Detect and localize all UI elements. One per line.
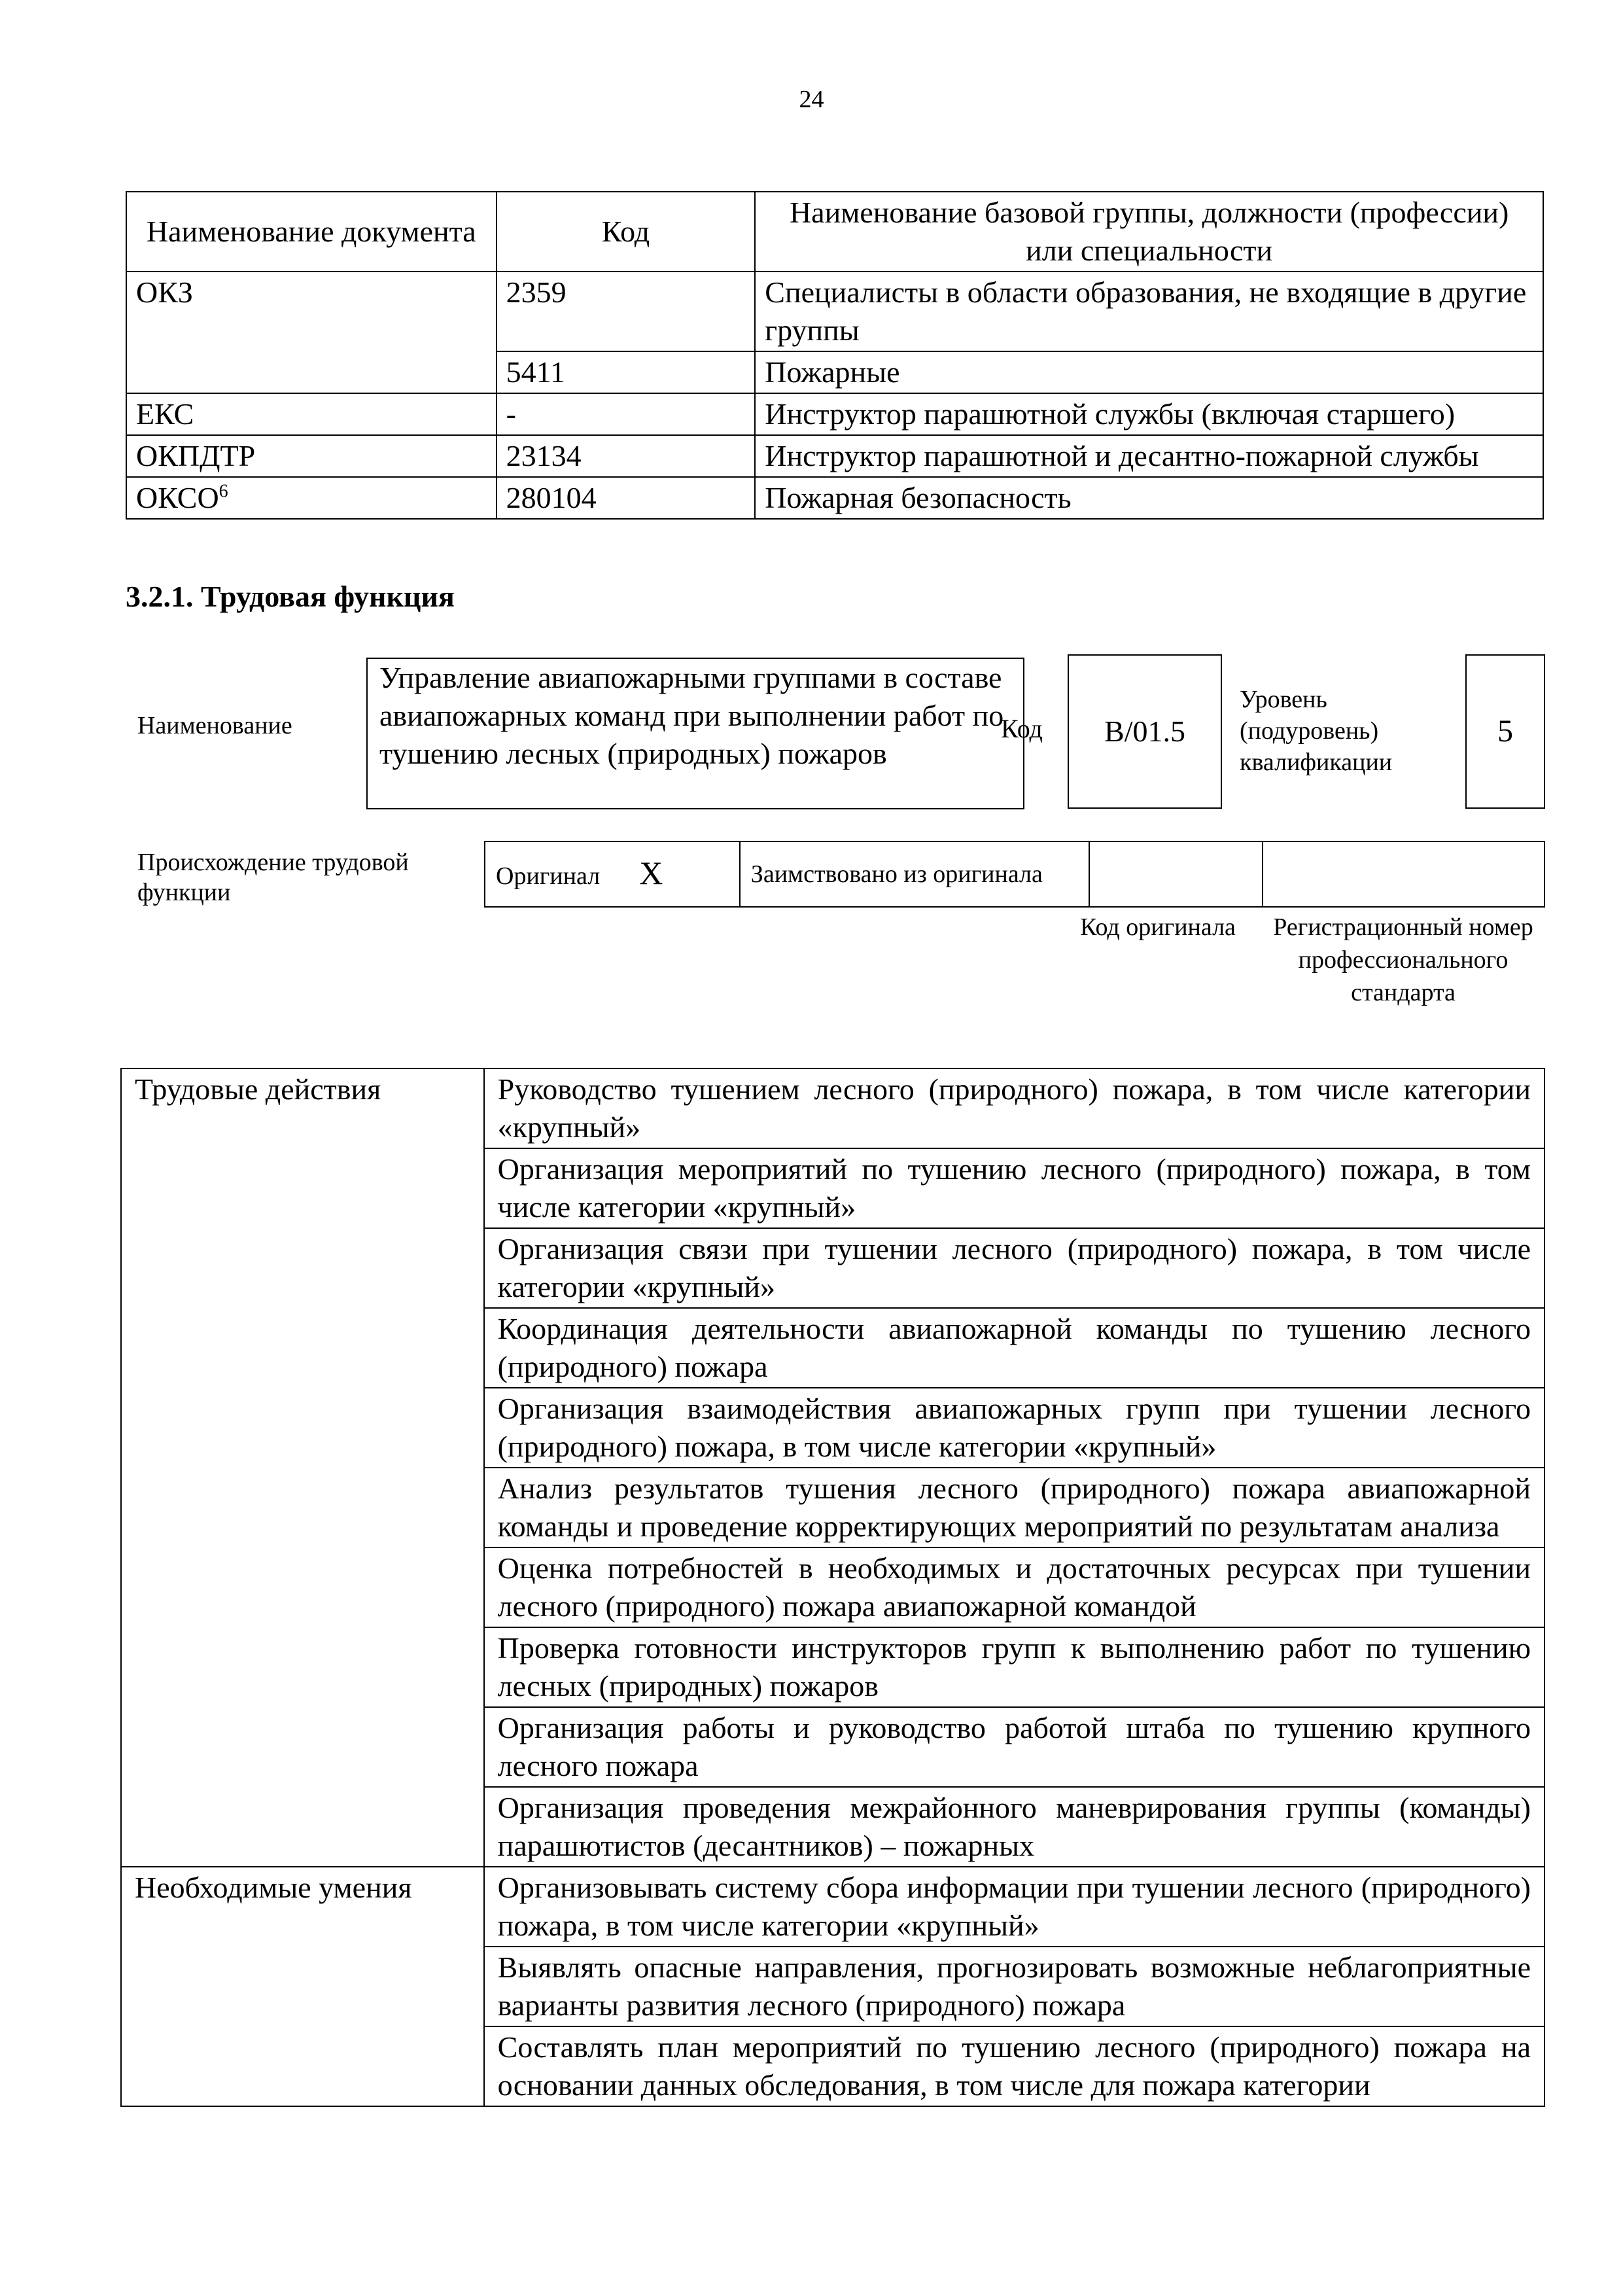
original-mark: X <box>639 854 663 891</box>
code-cell: 23134 <box>497 435 756 477</box>
footnote-mark: 6 <box>218 481 228 502</box>
header-group-name: Наименование базовой группы, должности (профессии) или специальности <box>755 192 1543 272</box>
labor-action-item: Организация связи при тушении лесного (природного) пожара, в том числе категории «крупный» <box>484 1228 1544 1308</box>
section-heading: 3.2.1. Трудовая функция <box>126 580 455 613</box>
table-row <box>126 272 1543 351</box>
table-row <box>126 477 1543 519</box>
doc-cell: ЕКС <box>126 393 497 435</box>
name-cell: Пожарные <box>755 351 1543 393</box>
qualification-level-label: Уровень (подуровень) квалификации <box>1240 686 1393 776</box>
function-code-label: Код <box>1001 714 1043 743</box>
borrowed-cell: Заимствовано из оригинала <box>740 841 1089 907</box>
doc-cell: ОКЗ <box>126 272 497 351</box>
name-cell: Специалисты в области образования, не входящие в другие группы <box>755 272 1543 351</box>
code-cell: 2359 <box>497 272 756 351</box>
page-number: 24 <box>799 86 824 113</box>
code-cell: - <box>497 393 756 435</box>
header-doc-name: Наименование документа <box>126 192 497 272</box>
name-cell: Инструктор парашютной службы (включая старшего) <box>755 393 1543 435</box>
labor-action-item: Проверка готовности инструкторов групп к выполнению работ по тушению лесных (природных) пожаров <box>484 1627 1544 1707</box>
skill-item: Организовывать систему сбора информации при тушении лесного (природного) пожара, в том числе категории «крупный» <box>484 1867 1544 1947</box>
doc-cell: ОКПДТР <box>126 435 497 477</box>
required-skills-label: Необходимые умения <box>121 1867 484 2106</box>
labor-action-item: Организация взаимодействия авиапожарных групп при тушении лесного (природного) пожара, в том числе категории «крупный» <box>484 1388 1544 1468</box>
doc-cell <box>126 351 497 393</box>
original-code-cell <box>1089 841 1263 907</box>
labor-action-item: Анализ результатов тушения лесного (природного) пожара авиапожарной команды и проведение корректирующих мероприятий по результатам анализа <box>484 1468 1544 1547</box>
name-cell: Пожарная безопасность <box>755 477 1543 519</box>
registration-number-cell <box>1263 841 1544 907</box>
registration-number-label: Регистрационный номер профессионального стандарта <box>1273 913 1533 1006</box>
labor-action-item: Оценка потребностей в необходимых и достаточных ресурсах при тушении лесного (природного) пожара авиапожарной командой <box>484 1547 1544 1627</box>
skill-item: Выявлять опасные направления, прогнозировать возможные неблагоприятные варианты развития лесного (природного) пожара <box>484 1947 1544 2026</box>
original-label: Оригинал <box>496 862 601 890</box>
table-row <box>126 351 1543 393</box>
function-name-label: Наименование <box>137 712 292 739</box>
labor-action-item: Руководство тушением лесного (природного) пожара, в том числе категории «крупный» <box>484 1069 1544 1148</box>
origin-label: Происхождение трудовой функции <box>137 849 409 906</box>
code-cell: 5411 <box>497 351 756 393</box>
labor-action-item: Организация мероприятий по тушению лесного (природного) пожара, в том числе категории «крупный» <box>484 1148 1544 1228</box>
labor-action-item: Организация проведения межрайонного маневрирования группы (команды) парашютистов (десантников) – пожарных <box>484 1787 1544 1867</box>
table-row <box>121 1069 1544 1148</box>
table-header-row <box>126 192 1543 272</box>
original-cell <box>485 841 740 907</box>
qualification-level-box: 5 <box>1465 654 1545 809</box>
table-row <box>126 393 1543 435</box>
doc-name: ОКСО <box>136 481 219 514</box>
classification-codes-table <box>126 191 1544 520</box>
labor-actions-label: Трудовые действия <box>121 1069 484 1867</box>
skill-item: Составлять план мероприятий по тушению лесного (природного) пожара на основании данных обследования, в том числе для пожара категории <box>484 2026 1544 2106</box>
labor-action-item: Координация деятельности авиапожарной команды по тушению лесного (природного) пожара <box>484 1308 1544 1388</box>
function-code-box: В/01.5 <box>1068 654 1222 809</box>
table-row <box>126 435 1543 477</box>
origin-row <box>485 841 1544 907</box>
function-name-box: Управление авиапожарными группами в составе авиапожарных команд при выполнении работ по тушению лесных (природных) пожаров <box>366 658 1024 809</box>
table-row <box>121 1867 1544 1947</box>
labor-action-item: Организация работы и руководство работой штаба по тушению крупного лесного пожара <box>484 1707 1544 1787</box>
name-cell: Инструктор парашютной и десантно-пожарной службы <box>755 435 1543 477</box>
code-cell: 280104 <box>497 477 756 519</box>
original-code-label: Код оригинала <box>1080 913 1236 941</box>
header-code: Код <box>497 192 756 272</box>
labor-actions-table <box>120 1068 1545 2107</box>
doc-cell <box>126 477 497 519</box>
origin-table <box>484 841 1545 908</box>
